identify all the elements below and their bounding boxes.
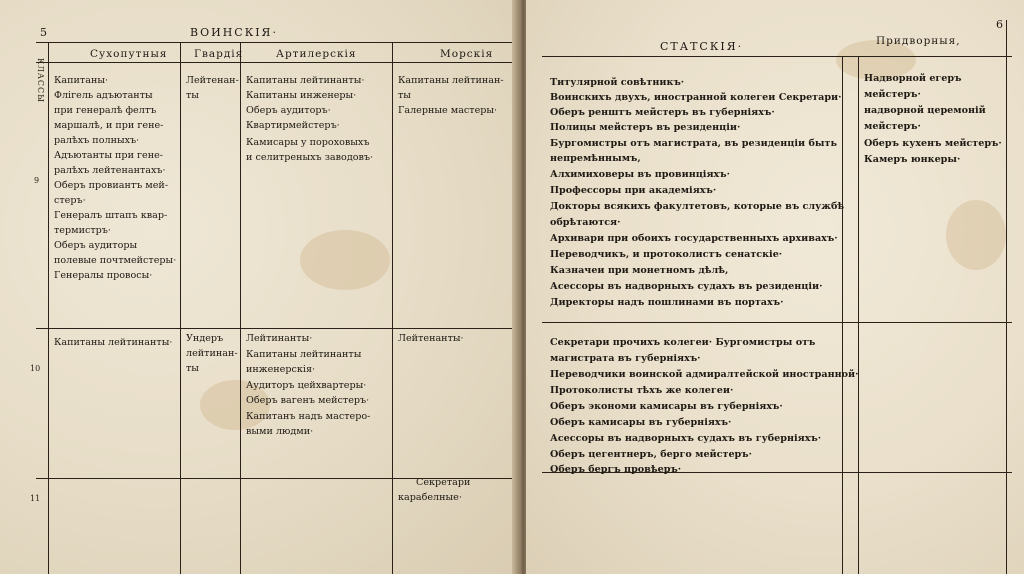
rank-entry: Оберъ цегентнеръ, берго мейстеръ· bbox=[550, 449, 752, 460]
rank-entry: Генералъ штапъ квар- bbox=[54, 210, 168, 221]
rank-entry: мейстеръ· bbox=[864, 89, 921, 100]
table-rule bbox=[36, 62, 512, 63]
class-number: 11 bbox=[30, 494, 41, 503]
rank-entry: Лейтинанты· bbox=[246, 333, 313, 344]
rank-entry: Полицы мейстеръ въ резиденціи· bbox=[550, 122, 741, 133]
table-rule bbox=[180, 42, 181, 574]
rank-entry: Архивари при обоихъ государственныхъ архивахъ· bbox=[550, 233, 838, 244]
rank-entry: Оберъ ренштъ мейстеръ въ губерніяхъ· bbox=[550, 107, 775, 118]
rank-entry: ралѣхъ полныхъ· bbox=[54, 135, 140, 146]
rank-entry: Ундеръ bbox=[186, 333, 224, 344]
rank-entry: маршалѣ, и при гене- bbox=[54, 120, 164, 131]
rank-entry: выми людми· bbox=[246, 426, 314, 437]
rank-entry: Флігель адъютанты bbox=[54, 90, 153, 101]
rank-entry: полевые почтмейстеры· bbox=[54, 255, 177, 266]
table-rule bbox=[542, 322, 1012, 323]
table-rule bbox=[392, 42, 393, 574]
rank-entry: Капитанъ надъ мастеро- bbox=[246, 411, 371, 422]
col-header: Гвардія bbox=[194, 48, 244, 60]
table-rule bbox=[48, 42, 49, 574]
rank-entry: Титулярной совѣтникъ· bbox=[550, 77, 685, 88]
page-number: 5 bbox=[40, 26, 47, 39]
paper-stain bbox=[946, 200, 1006, 270]
table-rule bbox=[240, 42, 241, 574]
rank-entry: ты bbox=[186, 363, 199, 374]
rank-entry: Бургомистры отъ магистрата, въ резиденціи быть bbox=[550, 138, 837, 149]
rank-entry: Переводчикъ, и протоколистъ сенатскіе· bbox=[550, 249, 783, 260]
rank-entry: Оберъ камисары въ губерніяхъ· bbox=[550, 417, 732, 428]
rank-entry: Камеръ юнкеры· bbox=[864, 154, 961, 165]
side-label: КЛАССЫ bbox=[36, 58, 45, 104]
rank-entry: Аудиторъ цейхвартеры· bbox=[246, 380, 367, 391]
rank-entry: Секретари bbox=[416, 477, 471, 488]
rank-entry: магистрата въ губерніяхъ· bbox=[550, 353, 701, 364]
rank-entry: карабелные· bbox=[398, 492, 462, 503]
table-rule bbox=[842, 56, 843, 574]
rank-entry: инженерскія· bbox=[246, 364, 316, 375]
col-header: Морскія bbox=[440, 48, 494, 60]
rank-entry: Докторы всякихъ факултетовъ, которые въ службѣ bbox=[550, 201, 845, 212]
rank-entry: Капитаны лейтинан- bbox=[398, 75, 504, 86]
class-number: 9 bbox=[34, 176, 40, 185]
rank-entry: Капитаны инженеры· bbox=[246, 90, 357, 101]
rank-entry: Капитаны лейтинанты· bbox=[54, 337, 173, 348]
rank-entry: Казначеи при монетномъ дѣлѣ, bbox=[550, 265, 729, 276]
rank-entry: Оберъ экономи камисары въ губерніяхъ· bbox=[550, 401, 783, 412]
rank-entry: термистръ· bbox=[54, 225, 111, 236]
rank-entry: Директоры надъ пошлинами въ портахъ· bbox=[550, 297, 784, 308]
rank-entry: Адъютанты при гене- bbox=[54, 150, 164, 161]
rank-entry: Оберъ аудиторы bbox=[54, 240, 138, 251]
rank-entry: Капитаны· bbox=[54, 75, 109, 86]
rank-entry: Оберъ бергъ провѣеръ· bbox=[550, 464, 682, 475]
rank-entry: ты bbox=[398, 90, 411, 101]
rank-entry: Алхимиховеры въ провинціяхъ· bbox=[550, 169, 730, 180]
rank-entry: Секретари прочихъ колегеи· Бургомистры отъ bbox=[550, 337, 816, 348]
rank-entry: ралѣхъ лейтенантахъ· bbox=[54, 165, 166, 176]
rank-entry: Лейтенанты· bbox=[398, 333, 464, 344]
rank-entry: Квартирмейстеръ· bbox=[246, 120, 340, 131]
rank-entry: Капитаны лейтинанты bbox=[246, 349, 362, 360]
right-page bbox=[526, 0, 1024, 574]
rank-entry: надворной церемоній bbox=[864, 105, 986, 116]
paper-stain bbox=[300, 230, 390, 290]
rank-entry: Оберъ вагенъ мейстеръ· bbox=[246, 395, 370, 406]
table-rule bbox=[858, 56, 859, 574]
rank-entry: Оберъ кухенъ мейстеръ· bbox=[864, 138, 1002, 149]
col-header: Придворныя, bbox=[876, 35, 961, 47]
rank-entry: Оберъ аудиторъ· bbox=[246, 105, 331, 116]
table-rule bbox=[36, 328, 512, 329]
rank-entry: лейтинан- bbox=[186, 348, 238, 359]
col-header: Артилерскія bbox=[276, 48, 357, 60]
rank-entry: Воинскихъ двухъ, иностранной колегеи Секретари· bbox=[550, 92, 842, 103]
rank-entry: Генералы провосы· bbox=[54, 270, 153, 281]
rank-entry: Капитаны лейтинанты· bbox=[246, 75, 365, 86]
page-number: 6 bbox=[996, 18, 1003, 31]
rank-entry: Лейтенан- bbox=[186, 75, 239, 86]
rank-entry: непремѣннымъ, bbox=[550, 153, 641, 164]
section-title: ВОИНСКІЯ· bbox=[190, 26, 278, 39]
rank-entry: и селитреныхъ заводовъ· bbox=[246, 152, 374, 163]
rank-entry: Галерные мастеры· bbox=[398, 105, 498, 116]
col-header: Сухопутныя bbox=[90, 48, 168, 60]
rank-entry: Асессоры въ надворныхъ судахъ въ резиденціи· bbox=[550, 281, 823, 292]
rank-entry: ты bbox=[186, 90, 199, 101]
rank-entry: при генералѣ фелтъ bbox=[54, 105, 157, 116]
class-number: 10 bbox=[30, 364, 41, 373]
rank-entry: мейстеръ· bbox=[864, 121, 921, 132]
rank-entry: обрѣтаются· bbox=[550, 217, 621, 228]
rank-entry: Надворной егеръ bbox=[864, 73, 962, 84]
rank-entry: Профессоры при академіяхъ· bbox=[550, 185, 717, 196]
rank-entry: Переводчики воинской адмиралтейской иностранной· bbox=[550, 369, 859, 380]
table-rule bbox=[1006, 20, 1007, 574]
section-title: СТАТСКІЯ· bbox=[660, 40, 744, 53]
rank-entry: Оберъ провиантъ мей- bbox=[54, 180, 169, 191]
table-rule bbox=[36, 42, 512, 43]
rank-entry: Асессоры въ надворныхъ судахъ въ губерніяхъ· bbox=[550, 433, 822, 444]
table-rule bbox=[542, 56, 1012, 57]
rank-entry: Камисары у пороховыхъ bbox=[246, 137, 370, 148]
rank-entry: Протоколисты тѣхъ же колегеи· bbox=[550, 385, 734, 396]
rank-entry: стеръ· bbox=[54, 195, 86, 206]
